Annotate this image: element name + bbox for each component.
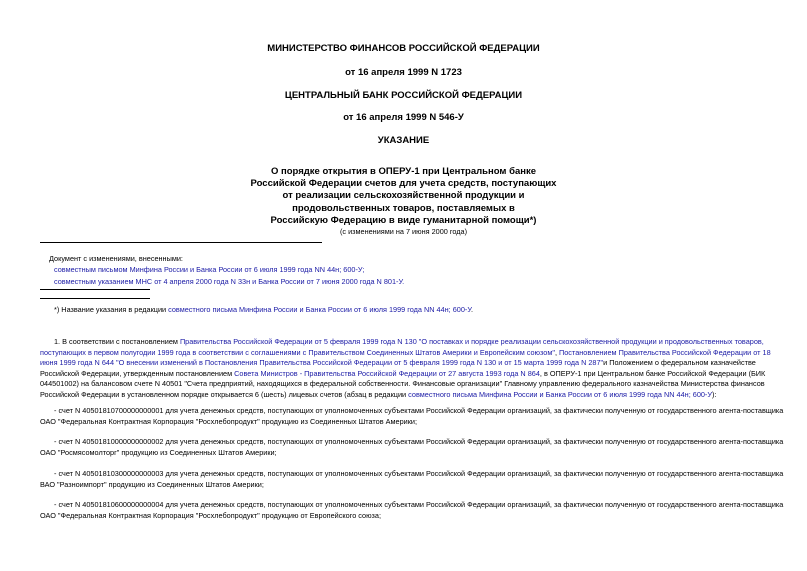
account-line: ОАО "Федеральная Контрактная Корпорация "Росхлебопродукт" продукцию из Соединенных Штатов Америки; — [40, 416, 418, 426]
footnote-divider — [40, 298, 150, 299]
amendment-link[interactable]: совместного письма Минфина России и Банка России от 6 июля 1999 года NN 44н; 600-У — [408, 389, 713, 399]
footnote-link[interactable]: совместного письма Минфина России и Банка России от 6 июля 1999 года NN 44н; 600-У — [168, 305, 472, 314]
ministry-name: МИНИСТЕРСТВО ФИНАНСОВ РОССИЙСКОЙ ФЕДЕРАЦИИ — [267, 43, 540, 54]
account-item — [40, 406, 784, 427]
account-item — [40, 469, 784, 490]
changes-intro: Документ с изменениями, внесенными: — [49, 254, 183, 263]
para-line — [40, 390, 776, 401]
para-line — [40, 348, 776, 359]
account-line: ВАО "Разноимпорт" продукцию из Соединенных Штатов Америки; — [40, 479, 264, 489]
account-line: - счет N 40501810300000000003 для учета денежных средств, поступающих от уполномоченных субъектами Российской Федерации организаций, за фактически полученную от государственного агента-поставщика — [54, 469, 784, 478]
change-link-2[interactable]: совместным указанием МНС от 4 апреля 2000 года N 33н и Банка России от 7 июня 2000 года N 801-У. — [54, 277, 405, 286]
para-text: , в ОПЕРУ-1 при Центральном банке Российской Федерации (БИК — [539, 368, 766, 378]
change-link-1[interactable]: совместным письмом Минфина России и Банка России от 6 июля 1999 года NN 44н; 600-У; — [54, 265, 365, 274]
paragraph-1 — [40, 337, 776, 401]
footnote — [54, 305, 473, 316]
title-line: от реализации сельскохозяйственной продукции и — [282, 190, 525, 202]
bank-date: от 16 апреля 1999 N 546-У — [343, 112, 464, 123]
account-line: ОАО "Федеральная Контрактная Корпорация "Росхлебопродукт" продукцию от Европейского союза; — [40, 510, 381, 520]
para-line — [40, 337, 776, 348]
para-text: , — [554, 347, 559, 357]
title-line: Российскую Федерацию в виде гуманитарной помощи*) — [270, 214, 537, 226]
document-title — [200, 166, 607, 227]
title-line: О порядке открытия в ОПЕРУ-1 при Центральном банке — [270, 166, 537, 177]
account-line: ОАО "Росмясомолторг" продукцию из Соединенных Штатов Америки; — [40, 447, 277, 457]
account-line: - счет N 40501810000000000002 для учета денежных средств, поступающих от уполномоченных субъектами Российской Федерации организаций, за фактически полученную от государственного агента-поставщика — [54, 437, 784, 446]
divider — [40, 289, 150, 290]
decree-link-644[interactable]: Постановлением Правительства Российской Федерации от 18 — [559, 347, 771, 357]
title-line: Российской Федерации счетов для учета средств, поступающих — [250, 178, 557, 190]
bank-name: ЦЕНТРАЛЬНЫЙ БАНК РОССИЙСКОЙ ФЕДЕРАЦИИ — [284, 90, 523, 101]
para-text: и Положением о федеральном казначействе — [603, 358, 756, 368]
account-item — [40, 500, 784, 521]
account-line: - счет N 40501810600000000004 для учета денежных средств, поступающих от уполномоченных субъектами Российской Федерации организаций, за фактически полученную от государственного агента-поставщика — [54, 500, 784, 509]
revision-note: (с изменениями на 7 июня 2000 года) — [339, 227, 468, 236]
decree-link-130[interactable]: Правительства Российской Федерации от 5 февраля 1999 года N 130 "О поставках и порядке реализации сельскохозяйственной продукции и продовольственных товаров, — [179, 337, 764, 346]
decree-link-864[interactable]: Совета Министров - Правительства Российской Федерации от 27 августа 1993 года N 864 — [234, 368, 540, 378]
title-line: продовольственных товаров, поставляемых в — [292, 202, 515, 214]
footnote-prefix: *) Название указания в редакции — [54, 305, 169, 314]
account-item — [40, 437, 784, 458]
para-text: Российской Федерации в установленном порядке открывается 6 (шесть) лицевых счетов (абзац в редакции — [40, 389, 409, 399]
decree-link-644-cont[interactable]: июня 1999 года N 644 "О внесении изменений в Постановления Правительства Российской Федерации от 5 февраля 1999 года N 130 и от 15 марта 1999 года N 287" — [40, 358, 604, 368]
para-text: Российской Федерации, утвержденным постановлением — [40, 368, 235, 378]
account-line: - счет N 40501810700000000001 для учета денежных средств, поступающих от уполномоченных субъектами Российской Федерации организаций, за фактически полученную от государственного агента-поставщика — [54, 406, 784, 415]
decree-link-130-cont[interactable]: поступающих в первом полугодии 1999 года в соответствии с соглашениями с Правительством Соединенных Штатов Америки и Европейским союзом" — [40, 347, 555, 357]
para-text: ): — [712, 389, 717, 399]
footnote-suffix: . — [471, 305, 474, 314]
para-line — [40, 369, 776, 380]
para-text: 1. В соответствии с постановлением — [54, 337, 180, 346]
document-type: УКАЗАНИЕ — [377, 135, 430, 146]
para-line: 044501002) на балансовом счете N 40501 "Счета предприятий, находящихся в федеральной собственности. Финансовые организации" Главному управлению федерального казначейства Министерства финансов — [40, 379, 765, 389]
ministry-date: от 16 апреля 1999 N 1723 — [345, 67, 462, 78]
divider — [40, 242, 322, 243]
para-line — [40, 358, 776, 369]
